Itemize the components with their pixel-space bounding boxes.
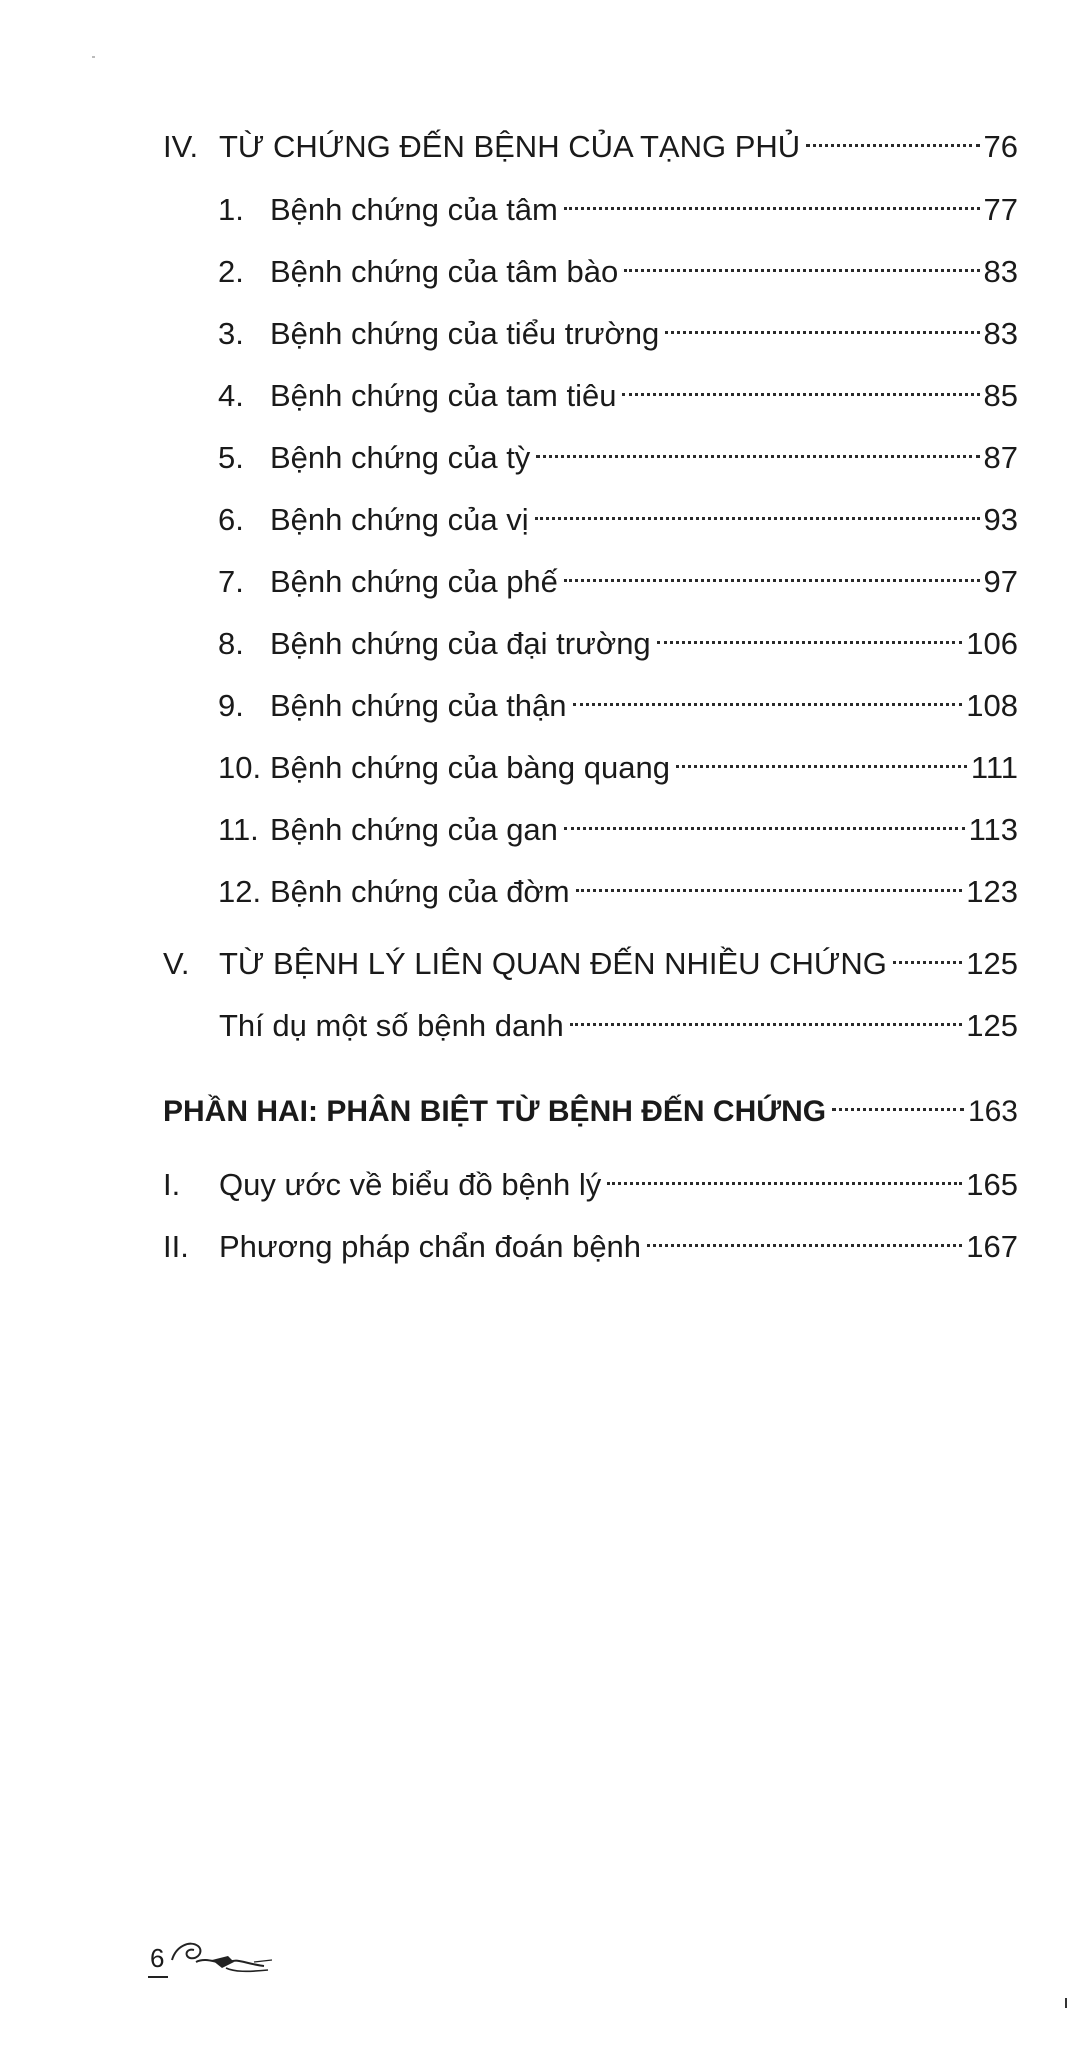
toc-item-8: [218, 614, 1018, 664]
toc-leader-dots: [607, 1155, 962, 1195]
toc-part-title: PHẦN HAI: PHÂN BIỆT TỪ BỆNH ĐẾN CHỨNG: [163, 1095, 827, 1128]
toc-item-title: Bệnh chứng của thận: [270, 688, 567, 723]
toc-item-number: 12.: [218, 874, 262, 909]
page-number: 6: [148, 1943, 168, 1978]
toc-item-title: Phương pháp chẩn đoán bệnh: [219, 1229, 642, 1264]
toc-leader-dots: [676, 738, 967, 778]
toc-item-title: Thí dụ một số bệnh danh: [219, 1008, 564, 1043]
toc-item-9: [218, 676, 1018, 726]
toc-item-title: Bệnh chứng của tam tiêu: [270, 378, 617, 413]
toc-item-10: [218, 738, 1018, 788]
toc-page-number: 108: [966, 688, 1018, 723]
toc-item-number: 10.: [218, 750, 262, 785]
toc-page-number: 87: [983, 440, 1018, 475]
toc-item-3: [218, 304, 1018, 354]
toc-item-11: [218, 800, 1018, 850]
toc-section-number: IV.: [163, 129, 199, 164]
toc-leader-dots: [657, 614, 963, 654]
toc-leader-dots: [622, 366, 979, 406]
toc-leader-dots: [624, 242, 979, 282]
toc-part-two: [163, 1081, 1018, 1132]
toc-page-number: 125: [966, 1008, 1018, 1043]
toc-item-title: Bệnh chứng của phế: [270, 564, 558, 599]
toc-item-5: [218, 428, 1018, 478]
toc-item-title: Bệnh chứng của tâm: [270, 192, 558, 227]
toc-page-number: 83: [983, 254, 1018, 289]
toc-leader-dots: [576, 862, 963, 902]
toc-item-12: [218, 862, 1018, 912]
toc-item-v-1: [219, 996, 1018, 1046]
toc-page-number: 106: [966, 626, 1018, 661]
toc-leader-dots: [665, 304, 979, 344]
toc-leader-dots: [573, 676, 963, 716]
toc-section-number: V.: [163, 946, 190, 981]
toc-item-title: Bệnh chứng của gan: [270, 812, 558, 847]
toc-leader-dots: [647, 1217, 962, 1257]
toc-item-title: Bệnh chứng của đờm: [270, 874, 570, 909]
toc-page-number: 125: [966, 946, 1018, 981]
toc-item-number: 6.: [218, 502, 244, 537]
toc-item-title: Bệnh chứng của bàng quang: [270, 750, 670, 785]
toc-page-number: 77: [983, 192, 1018, 227]
toc-item-number: 9.: [218, 688, 244, 723]
toc-leader-dots: [535, 490, 980, 530]
toc-part-two-item-2: [163, 1217, 1018, 1267]
toc-item-title: Bệnh chứng của tỳ: [270, 440, 531, 475]
toc-item-number: II.: [163, 1229, 189, 1264]
toc-page-number: 123: [966, 874, 1018, 909]
toc-item-number: 2.: [218, 254, 244, 289]
toc-item-number: 8.: [218, 626, 244, 661]
scan-speck: [92, 56, 95, 58]
toc-leader-dots: [570, 996, 963, 1036]
toc-leader-dots: [893, 934, 962, 974]
toc-item-number: 5.: [218, 440, 244, 475]
toc-page-number: 93: [983, 502, 1018, 537]
toc-item-number: 3.: [218, 316, 244, 351]
toc-item-title: Bệnh chứng của vị: [270, 502, 529, 537]
toc-page-number: 111: [970, 750, 1018, 785]
toc-item-number: 11.: [218, 812, 259, 847]
toc-page-number: 76: [983, 129, 1018, 164]
toc-leader-dots: [536, 428, 979, 468]
toc-item-title: Quy ước về biểu đồ bệnh lý: [219, 1167, 602, 1202]
toc-page-number: 167: [966, 1229, 1018, 1264]
toc-leader-dots: [806, 117, 979, 157]
toc-section-iv: [163, 117, 1018, 167]
page-footer: [148, 1926, 278, 1978]
toc-page-number: 97: [983, 564, 1018, 599]
toc-part-two-item-1: [163, 1155, 1018, 1205]
toc-page-number: 113: [968, 812, 1018, 847]
toc-leader-dots: [564, 800, 965, 840]
toc-item-1: [218, 180, 1018, 230]
toc-page-number: 165: [966, 1167, 1018, 1202]
toc-item-7: [218, 552, 1018, 602]
toc-section-title: TỪ CHỨNG ĐẾN BỆNH CỦA TẠNG PHỦ: [219, 129, 801, 164]
toc-item-number: I.: [163, 1167, 181, 1202]
toc-item-6: [218, 490, 1018, 540]
toc-leader-dots: [832, 1081, 964, 1121]
toc-item-2: [218, 242, 1018, 292]
toc-leader-dots: [564, 180, 980, 220]
toc-item-number: 4.: [218, 378, 244, 413]
toc-leader-dots: [564, 552, 980, 592]
toc-section-title: TỪ BỆNH LÝ LIÊN QUAN ĐẾN NHIỀU CHỨNG: [219, 946, 887, 981]
toc-item-number: 1.: [218, 192, 244, 227]
toc-item-number: 7.: [218, 564, 244, 599]
toc-item-title: Bệnh chứng của tiểu trường: [270, 316, 660, 351]
toc-section-v: [163, 934, 1018, 984]
toc-page-number: 163: [967, 1095, 1018, 1128]
toc-item-title: Bệnh chứng của tâm bào: [270, 254, 619, 289]
toc-page-number: 85: [983, 378, 1018, 413]
decorative-ornament-icon: [168, 1926, 278, 1978]
toc-item-title: Bệnh chứng của đại trường: [270, 626, 651, 661]
toc-page-number: 83: [983, 316, 1018, 351]
scan-mark: [1065, 1998, 1067, 2008]
toc-item-4: [218, 366, 1018, 416]
